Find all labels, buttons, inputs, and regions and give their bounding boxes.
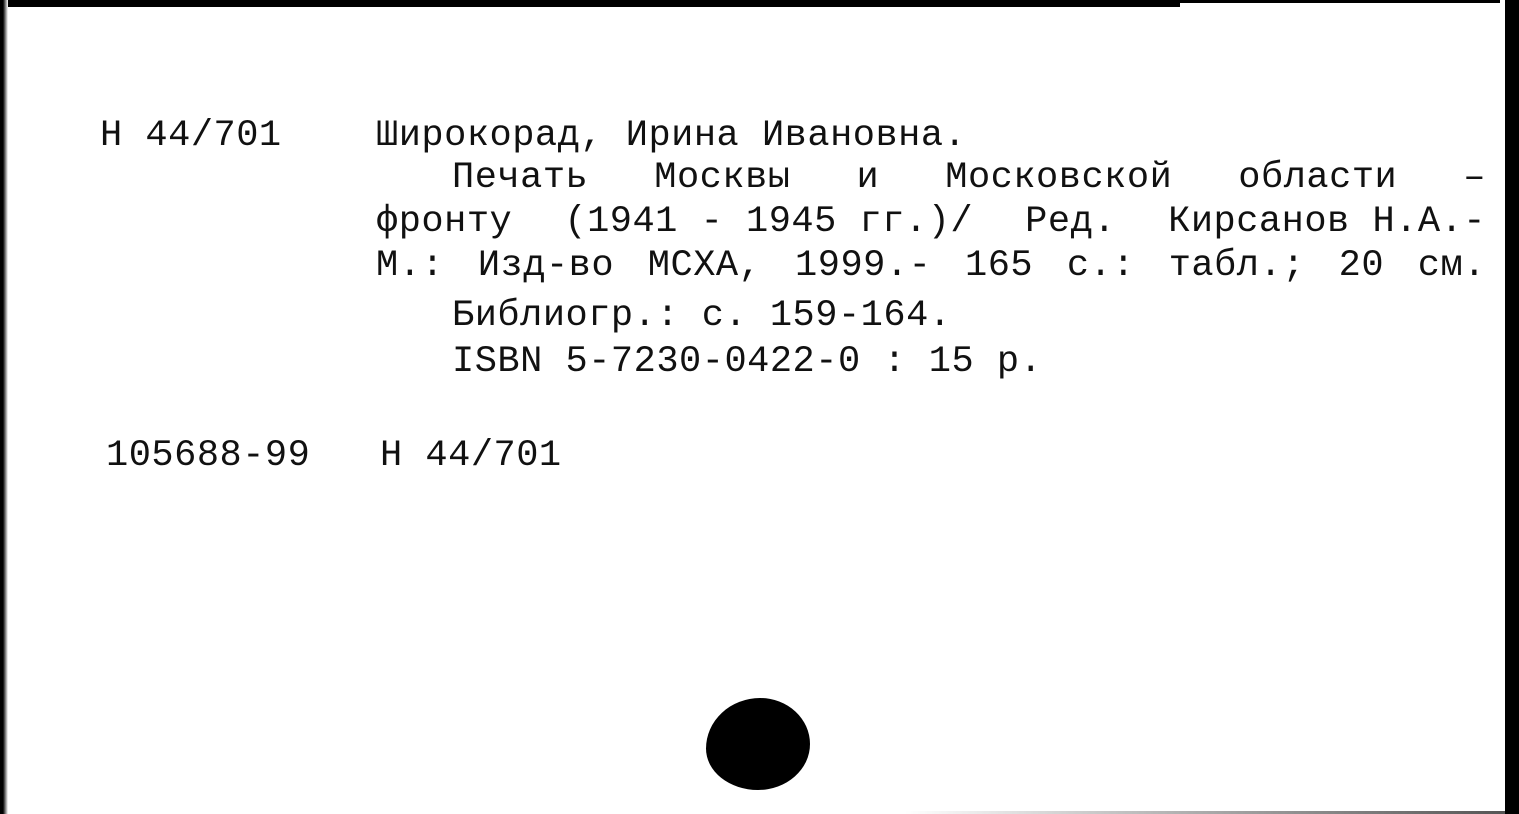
punch-hole — [706, 698, 810, 790]
card-left-edge — [0, 0, 8, 814]
imprint-word: табл.; — [1168, 245, 1305, 287]
imprint-word: 1999.- — [795, 245, 932, 287]
card-top-edge-thin — [1180, 0, 1500, 3]
title-line-2 — [376, 200, 1486, 244]
bibliography-note: Библиогр.: с. 159-164. — [452, 295, 952, 337]
imprint-line — [376, 244, 1486, 288]
title-word: области — [1238, 157, 1398, 199]
inventory-shelfmark: Н 44/701 — [380, 435, 562, 477]
imprint-word: 20 — [1338, 245, 1385, 287]
title-word: фронту — [376, 201, 513, 243]
imprint-word: Изд-во — [477, 245, 615, 287]
title-word: Ред. — [1025, 201, 1116, 243]
title-word: – — [1463, 157, 1486, 199]
title-word: Кирсанов Н.А.- — [1168, 201, 1486, 243]
inventory-number: 105688-99 — [106, 435, 311, 477]
imprint-word: с.: — [1066, 245, 1135, 287]
title-word: Москвы — [654, 157, 791, 199]
card-top-edge — [0, 0, 1180, 7]
author-heading: Широкорад, Ирина Ивановна. — [376, 115, 967, 157]
title-word: Печать — [452, 157, 589, 199]
imprint-word: 165 — [965, 245, 1034, 287]
imprint-word: МСХА, — [647, 245, 762, 287]
call-number: Н 44/701 — [100, 115, 282, 157]
imprint-word: см. — [1417, 245, 1486, 287]
card-right-edge — [1505, 0, 1519, 814]
title-word: и — [856, 157, 880, 199]
title-word: Московской — [945, 157, 1173, 199]
title-line-1 — [452, 156, 1486, 200]
isbn-price: ISBN 5-7230-0422-0 : 15 р. — [452, 341, 1043, 383]
title-word: (1941 - 1945 гг.)/ — [564, 201, 974, 243]
imprint-word: М.: — [376, 245, 445, 287]
